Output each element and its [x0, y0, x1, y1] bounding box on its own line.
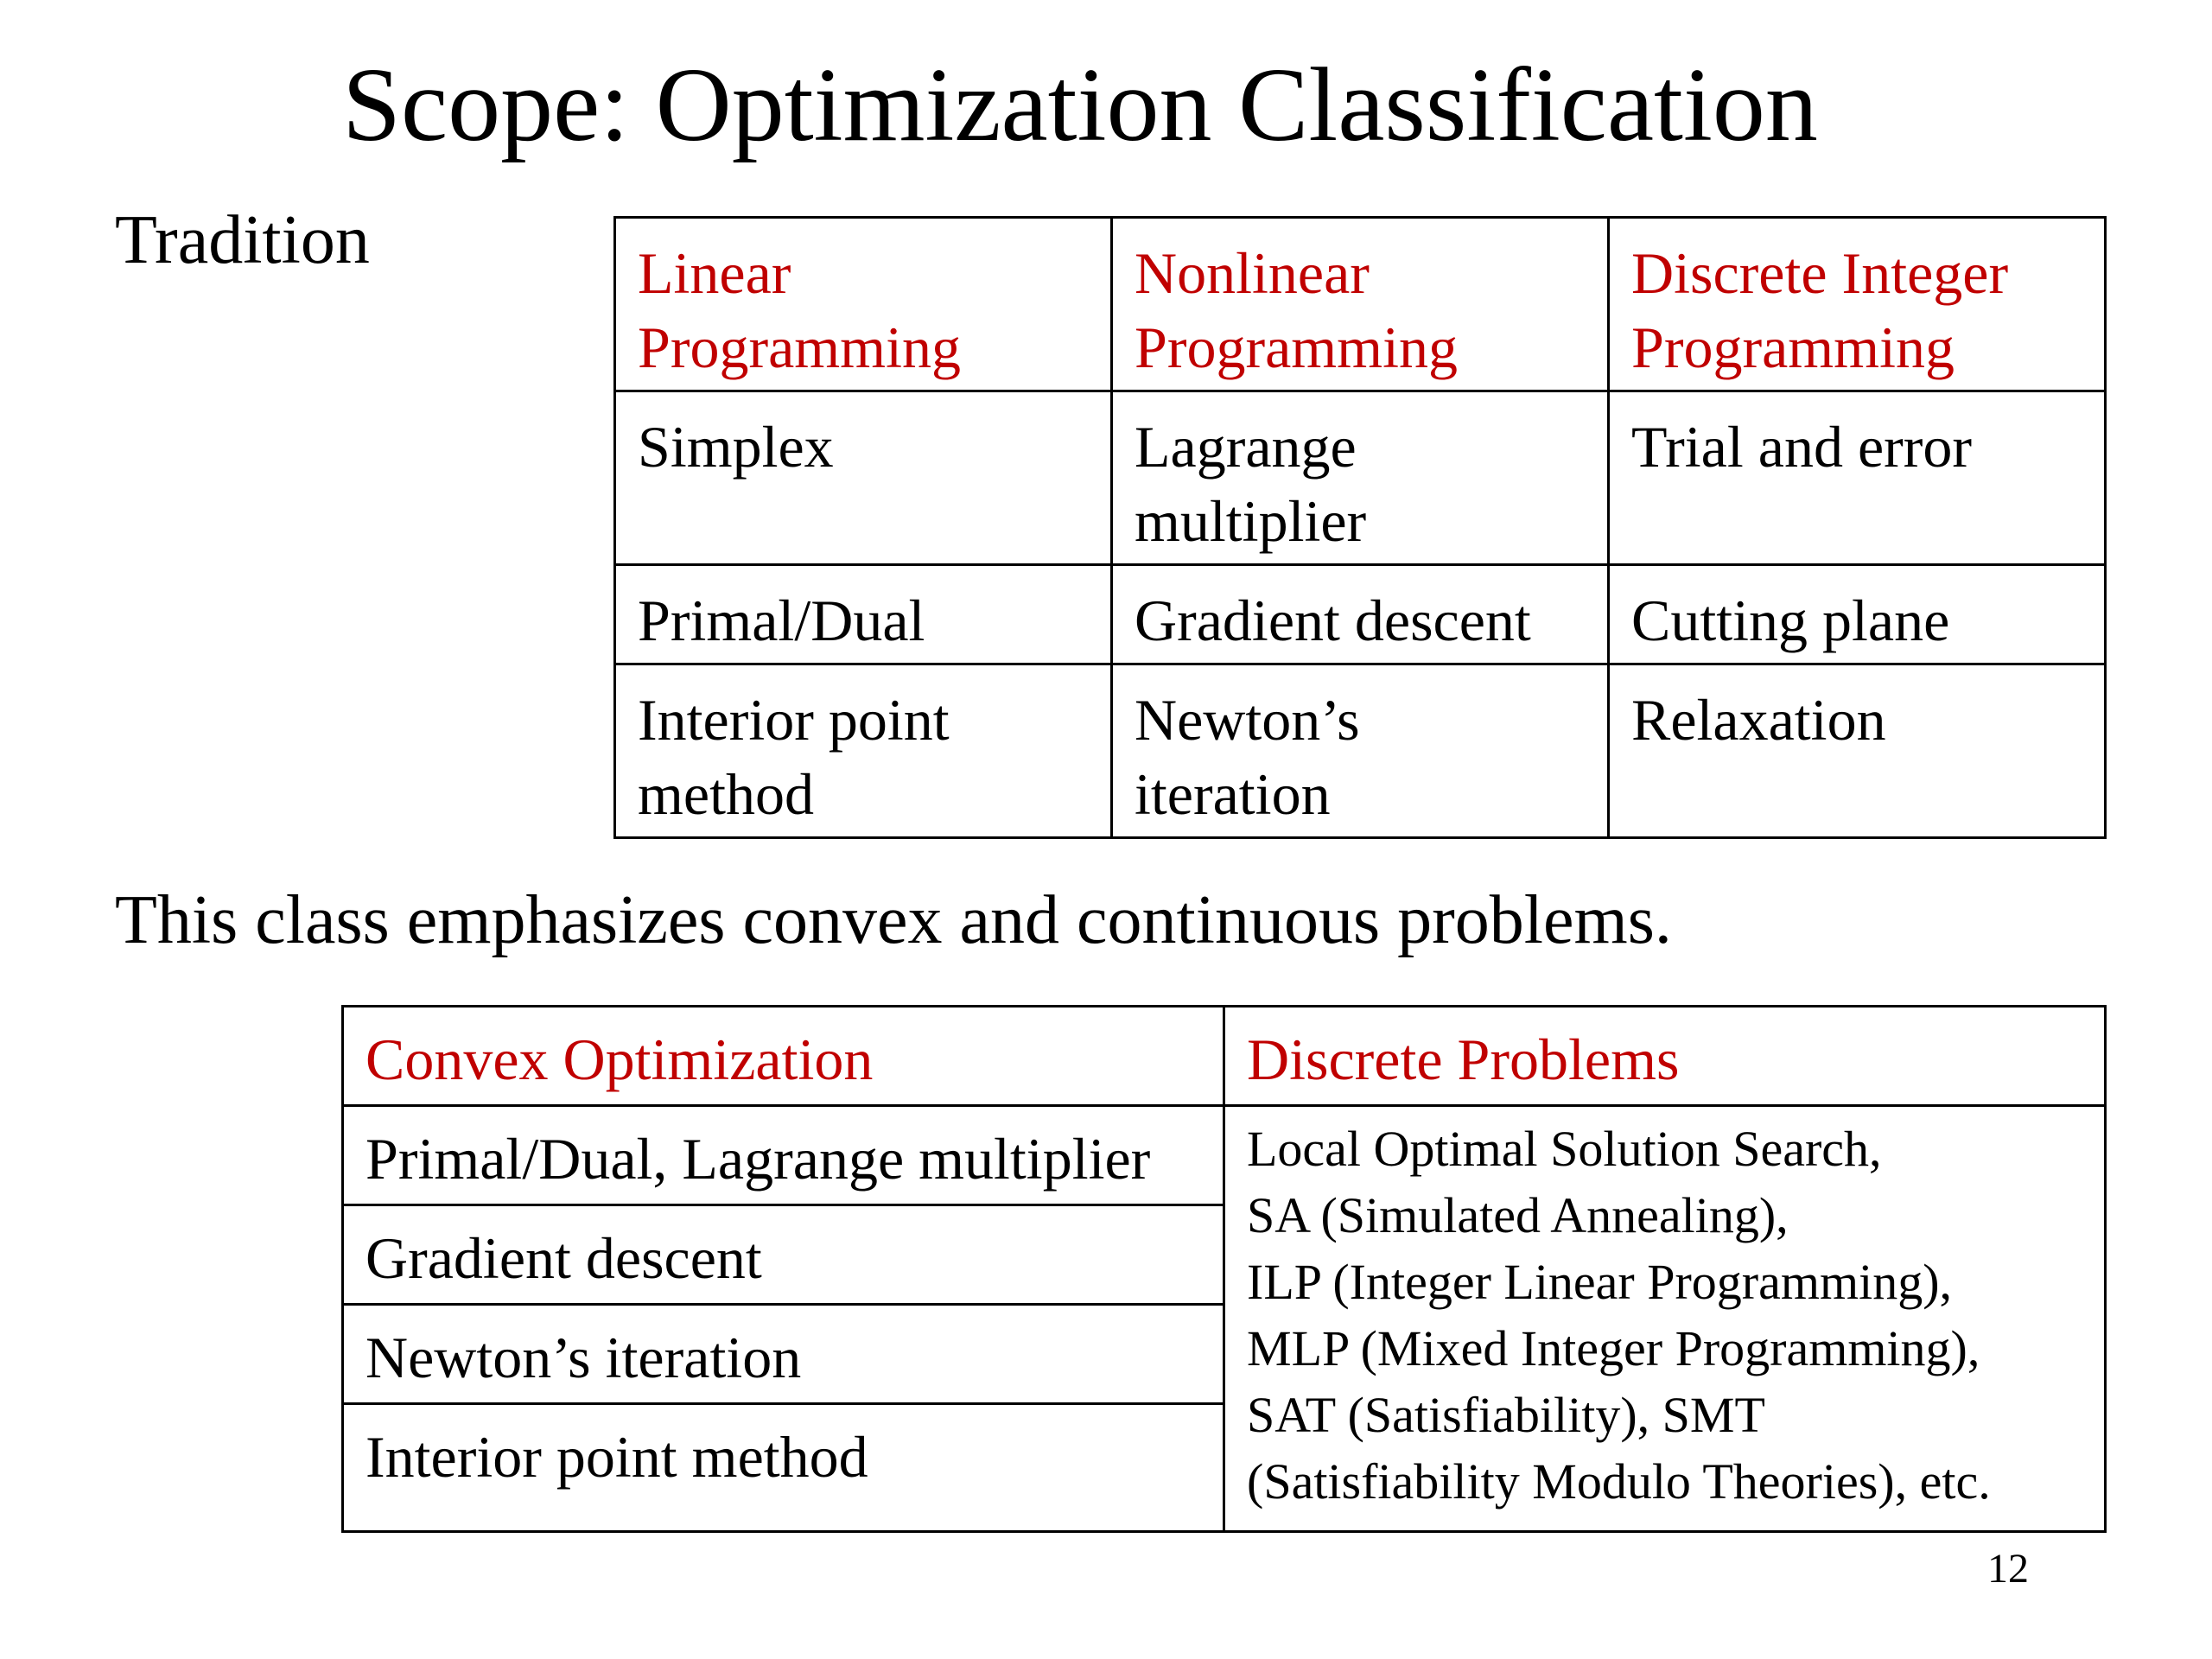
table-row [615, 391, 2106, 565]
discrete-line: MLP (Mixed Integer Programming), [1247, 1320, 1980, 1376]
header-nonlinear-line-1: Nonlinear Programming [1135, 240, 1458, 380]
cell-discrete-problem-methods [1224, 1106, 2106, 1532]
header-discrete-line-1: Discrete Integer Programming [1631, 240, 2009, 380]
cell-cutting-plane: Cutting plane [1609, 565, 2106, 664]
discrete-line: (Satisfiability Modulo Theories), etc. [1247, 1453, 1991, 1510]
cell-relaxation: Relaxation [1609, 664, 2106, 838]
header-convex-optimization: Convex Optimization [343, 1007, 1224, 1106]
class-scope-table [341, 1005, 2107, 1533]
cell-gradient-descent: Gradient descent [1112, 565, 1609, 664]
cell-convex-primal-dual-lagrange: Primal/Dual, Lagrange multiplier [343, 1106, 1224, 1205]
page-number: 12 [1987, 1546, 2029, 1592]
tradition-label: Tradition [115, 202, 370, 278]
table-row [615, 565, 2106, 664]
header-discrete-integer-programming [1609, 218, 2106, 391]
discrete-line: SAT (Satisfiability), SMT [1247, 1387, 1765, 1443]
discrete-line: ILP (Integer Linear Programming), [1247, 1254, 1953, 1310]
header-nonlinear-programming [1112, 218, 1609, 391]
cell-trial-and-error: Trial and error [1609, 391, 2106, 565]
table-header-row [343, 1007, 2106, 1106]
discrete-line: Local Optimal Solution Search, [1247, 1121, 1882, 1177]
cell-primal-dual: Primal/Dual [615, 565, 1112, 664]
table-header-row [615, 218, 2106, 391]
discrete-line: SA (Simulated Annealing), [1247, 1187, 1789, 1243]
cell-convex-interior-point-method: Interior point method [343, 1404, 1224, 1532]
slide-title: Scope: Optimization Classification [342, 47, 1818, 163]
cell-convex-newtons-iteration: Newton’s iteration [343, 1305, 1224, 1404]
table-row [615, 664, 2106, 838]
cell-lagrange-multiplier: Lagrange multiplier [1112, 391, 1609, 565]
cell-convex-gradient-descent: Gradient descent [343, 1205, 1224, 1305]
table-row [343, 1106, 2106, 1205]
cell-simplex: Simplex [615, 391, 1112, 565]
traditional-methods-table [613, 216, 2107, 839]
cell-newtons-iteration: Newton’s iteration [1112, 664, 1609, 838]
emphasis-statement: This class emphasizes convex and continuous problems. [115, 882, 1672, 958]
cell-interior-point-method: Interior point method [615, 664, 1112, 838]
header-discrete-problems: Discrete Problems [1224, 1007, 2106, 1106]
header-linear-programming [615, 218, 1112, 391]
header-linear-line-1: Linear Programming [638, 240, 961, 380]
